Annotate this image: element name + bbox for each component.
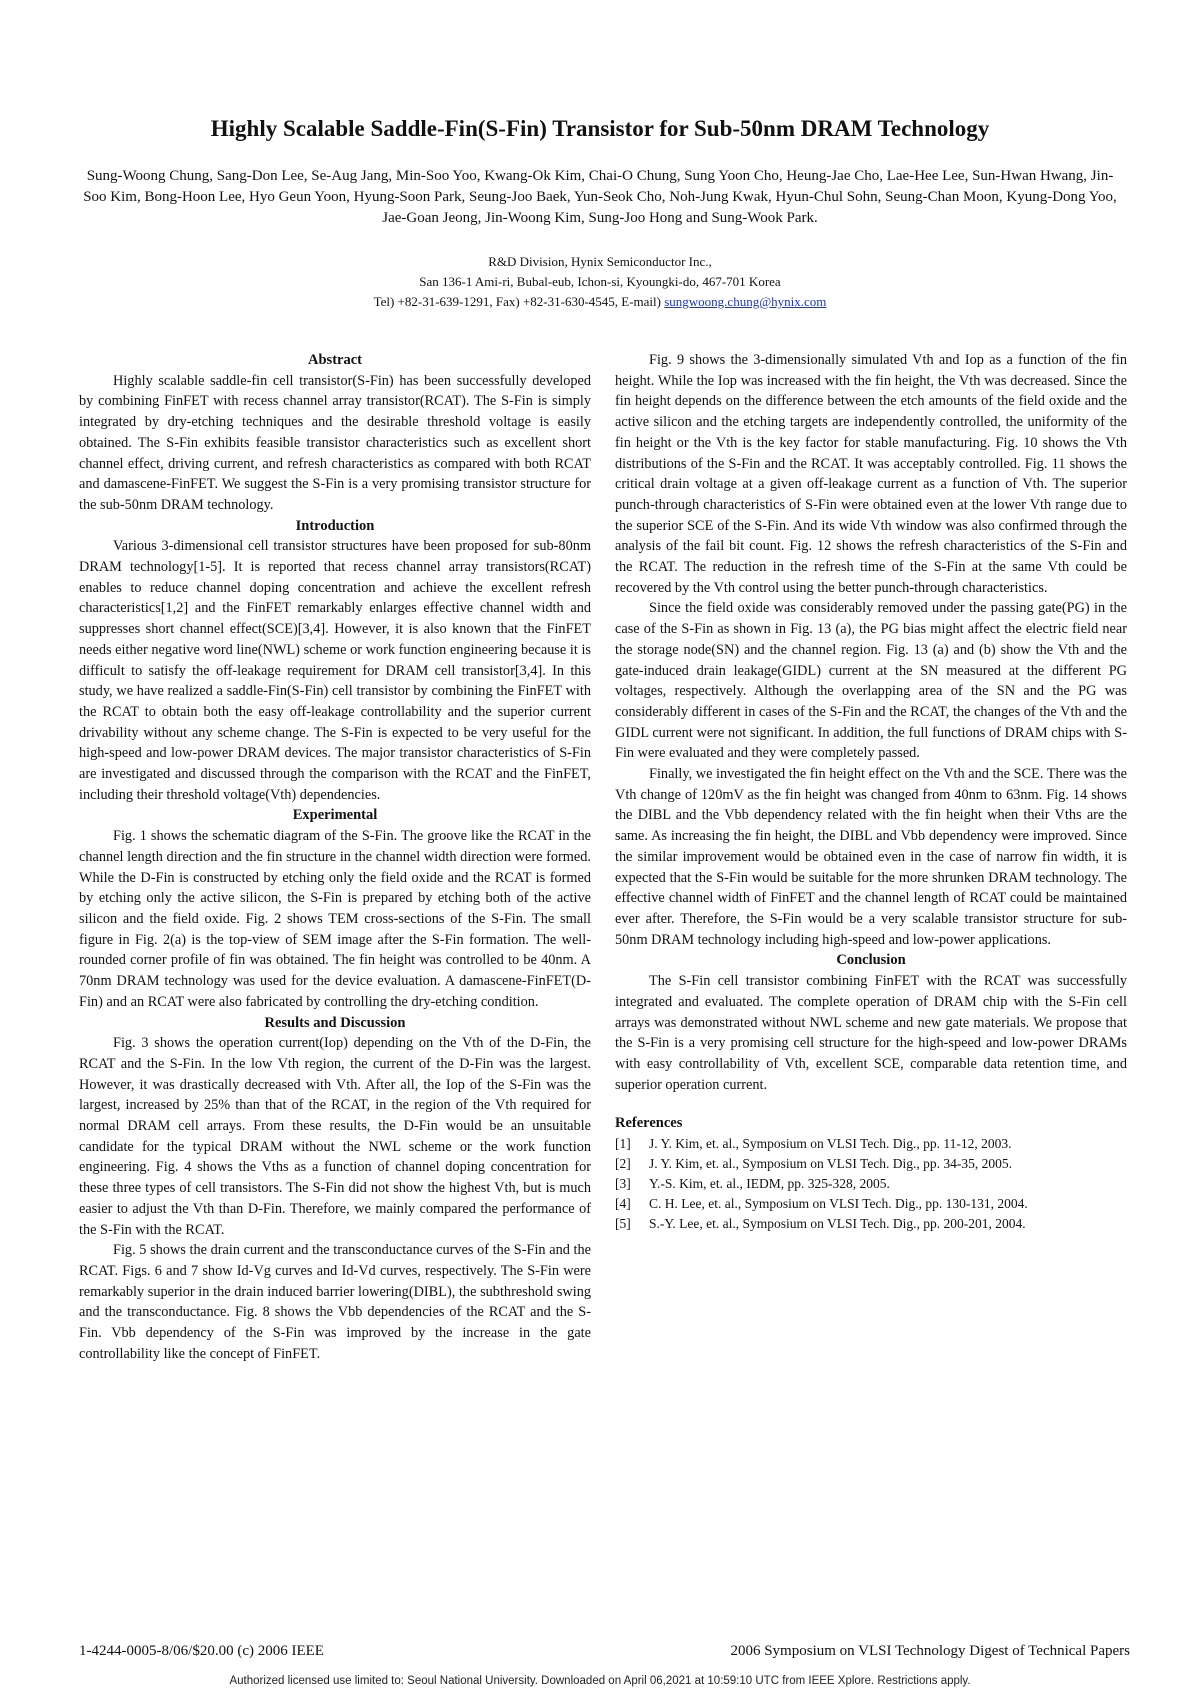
reference-text: Y.-S. Kim, et. al., IEDM, pp. 325-328, 2005. bbox=[649, 1176, 890, 1192]
license-notice: Authorized licensed use limited to: Seoul National University. Downloaded on April 06,2021 at 10:59:10 UTC from IEEE Xplore. Restrictions apply. bbox=[229, 1675, 971, 1687]
reference-number: [4] bbox=[615, 1196, 631, 1212]
reference-list bbox=[615, 1134, 1127, 1234]
abstract-text: Highly scalable saddle-fin cell transistor(S-Fin) has been successfully developed by combining FinFET with recess channel array transistor(RCAT). The S-Fin is simply integrated by dry-etching techniques and the desirable threshold voltage is easily obtained. The S-Fin exhibits feasible transistor characteristics such as excellent short channel effect, driving current, and refresh characteristics as compared with both RCAT and damascene-FinFET. We suggest the S-Fin is a very promising transistor structure for the sub-50nm DRAM technology. bbox=[79, 372, 591, 513]
email-link[interactable]: sungwoong.chung@hynix.com bbox=[664, 294, 827, 309]
affiliation-block bbox=[80, 252, 1120, 312]
paper-title: Highly Scalable Saddle-Fin(S-Fin) Transistor for Sub-50nm DRAM Technology bbox=[210, 116, 990, 141]
conclusion-heading: Conclusion bbox=[836, 952, 906, 969]
reference-text: J. Y. Kim, et. al., Symposium on VLSI Tech. Dig., pp. 34-35, 2005. bbox=[649, 1156, 1013, 1172]
reference-number: [1] bbox=[615, 1136, 631, 1152]
reference-item bbox=[615, 1214, 1127, 1234]
affiliation-address: San 136-1 Ami-ri, Bubal-eub, Ichon-si, Kyoungki-do, 467-701 Korea bbox=[419, 274, 781, 289]
results-paragraph-5: Finally, we investigated the fin height effect on the Vth and the SCE. There was the Vth change of 120mV as the fin height was changed from 40nm to 63nm. Fig. 14 shows the DIBL and the Vbb dependency related with the fin height when their Vths are the same. As increasing the fin height, the DIBL and Vbb dependency were improved. Since the similar improvement would be obtained even in the case of narrow fin width, it is expected that the S-Fin would be suitable for the more shrunken DRAM technology. The effective channel width of FinFET and the channel length of RCAT could be maintained ever after. Therefore, the S-Fin would be a very scalable transistor structure for sub-50nm DRAM technology including high-speed and low-power applications. bbox=[615, 766, 1127, 948]
results-paragraph-2: Fig. 5 shows the drain current and the transconductance curves of the S-Fin and the RCAT. Figs. 6 and 7 show Id-Vg curves and Id-Vd curves, respectively. The S-Fin were remarkably superior in the drain induced barrier lowering(DIBL), the subthreshold swing and the transconductance. Fig. 8 shows the Vbb dependencies of the RCAT and the S-Fin. Vbb dependency of the S-Fin was improved by the increase in the gate controllability like the concept of FinFET. bbox=[79, 1242, 591, 1362]
introduction-heading: Introduction bbox=[295, 517, 375, 534]
affiliation-contact bbox=[80, 292, 1120, 312]
reference-item bbox=[615, 1174, 1127, 1194]
affiliation-division: R&D Division, Hynix Semiconductor Inc., bbox=[488, 254, 712, 269]
author-list: Sung-Woong Chung, Sang-Don Lee, Se-Aug Jang, Min-Soo Yoo, Kwang-Ok Kim, Chai-O Chung, Sung Yoon Cho, Heung-Jae Cho, Lae-Hee Lee, Sun-Hwan Hwang, Jin-Soo Kim, Bong-Hoon Lee, Hyo Geun Yoon, Hyung-Soon Park, Seung-Joo Baek, Yun-Seok Cho, Noh-Jung Kwak, Hyun-Chul Sohn, Seung-Chan Moon, Kyung-Dong Yoo, Jae-Goan Jeong, Jin-Woong Kim, Sung-Joo Hong and Sung-Wook Park. bbox=[83, 168, 1117, 226]
references-heading: References bbox=[615, 1115, 683, 1132]
contact-text: Tel) +82-31-639-1291, Fax) +82-31-630-4545, E-mail) bbox=[373, 294, 661, 309]
reference-item bbox=[615, 1134, 1127, 1154]
reference-item bbox=[615, 1194, 1127, 1214]
results-heading: Results and Discussion bbox=[264, 1014, 406, 1031]
reference-text: S.-Y. Lee, et. al., Symposium on VLSI Tech. Dig., pp. 200-201, 2004. bbox=[649, 1216, 1026, 1232]
left-column bbox=[79, 350, 591, 1364]
footer-copyright: 1-4244-0005-8/06/$20.00 (c) 2006 IEEE bbox=[79, 1643, 324, 1659]
experimental-heading: Experimental bbox=[292, 807, 378, 824]
reference-item bbox=[615, 1154, 1127, 1174]
reference-number: [2] bbox=[615, 1156, 631, 1172]
footer-venue: 2006 Symposium on VLSI Technology Digest of Technical Papers bbox=[730, 1643, 1130, 1659]
experimental-text: Fig. 1 shows the schematic diagram of the S-Fin. The groove like the RCAT in the channel length direction and the fin structure in the channel width direction were formed. While the D-Fin is constructed by etching only the field oxide and the RCAT is formed by etching only the active silicon, the S-Fin is prepared by etching both of the active silicon and the field oxide. Fig. 2 shows TEM cross-sections of the S-Fin. The small figure in Fig. 2(a) is the top-view of SEM image after the S-Fin formation. The well-rounded corner profile of fin was obtained. The fin height was controlled to be 40nm. A 70nm DRAM technology was used for the device evaluation. A damascene-FinFET(D-Fin) and an RCAT were also fabricated by controlling the dry-etching condition. bbox=[79, 828, 591, 1010]
right-column bbox=[615, 350, 1127, 1234]
results-paragraph-4: Since the field oxide was considerably removed under the passing gate(PG) in the case of the S-Fin as shown in Fig. 13 (a), the PG bias might affect the electric field near the storage node(SN) and the channel region. Fig. 13 (a) and (b) show the Vth and the gate-induced drain leakage(GIDL) current at the SN measured at the different PG voltages, respectively. Although the overlapping area of the SN and the PG was considerably different in cases of the S-Fin and the RCAT, the changes of the Vth and the GIDL current were not significant. In addition, the full functions of DRAM chips with S-Fin were evaluated and they were completely passed. bbox=[615, 600, 1127, 762]
reference-text: C. H. Lee, et. al., Symposium on VLSI Tech. Dig., pp. 130-131, 2004. bbox=[649, 1196, 1028, 1212]
reference-text: J. Y. Kim, et. al., Symposium on VLSI Tech. Dig., pp. 11-12, 2003. bbox=[649, 1136, 1012, 1152]
results-paragraph-3: Fig. 9 shows the 3-dimensionally simulated Vth and Iop as a function of the fin height. While the Iop was increased with the fin height, the Vth was decreased. Since the fin height depends on the difference between the etch amounts of the field oxide and the active silicon and the etching targets are independently controlled, the uniformity of the fin height or the Vth is the key factor for stable manufacturing. Fig. 10 shows the Vth distributions of the S-Fin and the RCAT. It was acceptably controlled. Fig. 11 shows the critical drain voltage at a given off-leakage current as a function of Vth. The superior punch-through characteristics of S-Fin were obtained even at the lower Vth range due to the superior SCE of the S-Fin. And its wide Vth window was also confirmed through the analysis of the fail bit count. Fig. 12 shows the refresh characteristics of the S-Fin and the RCAT. The reduction in the refresh time of the S-Fin at the same Vth could be recovered by the Vth control using the better punch-through characteristics. bbox=[615, 352, 1127, 596]
introduction-text: Various 3-dimensional cell transistor structures have been proposed for sub-80nm DRAM technology[1-5]. It is reported that recess channel array transistors(RCAT) enables to reduce channel doping concentration and achieve the excellent refresh characteristics[1,2] and the FinFET remarkably enlarges effective channel width and suppresses short channel effect(SCE)[3,4]. However, it is also known that the FinFET needs either negative word line(NWL) scheme or work function engineering because it is difficult to satisfy the off-leakage requirement for DRAM cell transistor[3,4]. In this study, we have realized a saddle-Fin(S-Fin) cell transistor by combining the FinFET with the RCAT to obtain both the easy off-leakage controllability and the superior current drivability without any scheme change. The S-Fin is expected to be very useful for the high-speed and low-power DRAM devices. The major transistor characteristics of S-Fin are investigated and discussed through the comparison with the RCAT and the FinFET, including their threshold voltage(Vth) dependencies. bbox=[79, 538, 591, 803]
reference-number: [3] bbox=[615, 1176, 631, 1192]
results-paragraph-1: Fig. 3 shows the operation current(Iop) depending on the Vth of the D-Fin, the RCAT and the S-Fin. In the low Vth region, the current of the D-Fin was the largest. However, it was drastically decreased with Vth. After all, the Iop of the S-Fin was the largest, increased by 25% than that of the RCAT, in the region of the Vth required for normal DRAM cell arrays. From these results, the D-Fin would be an unsuitable candidate for the typical DRAM without the NWL scheme or the work function engineering. Fig. 4 shows the Vths as a function of channel doping concentration for these three types of cell transistors. The S-Fin did not show the highest Vth, but is much easier to adjust the Vth than D-Fin. Therefore, we mainly compared the performance of the S-Fin with the RCAT. bbox=[79, 1035, 591, 1238]
reference-number: [5] bbox=[615, 1216, 631, 1232]
conclusion-text: The S-Fin cell transistor combining FinFET with the RCAT was successfully integrated and evaluated. The complete operation of DRAM chip with the S-Fin cell arrays was demonstrated without NWL scheme and new gate materials. We propose that the S-Fin is a very promising cell structure for the high-speed and low-power DRAMs with easy controllability of Vth, excellent SCE, comparable data retention time, and superior operation current. bbox=[615, 973, 1127, 1093]
abstract-heading: Abstract bbox=[308, 352, 362, 368]
